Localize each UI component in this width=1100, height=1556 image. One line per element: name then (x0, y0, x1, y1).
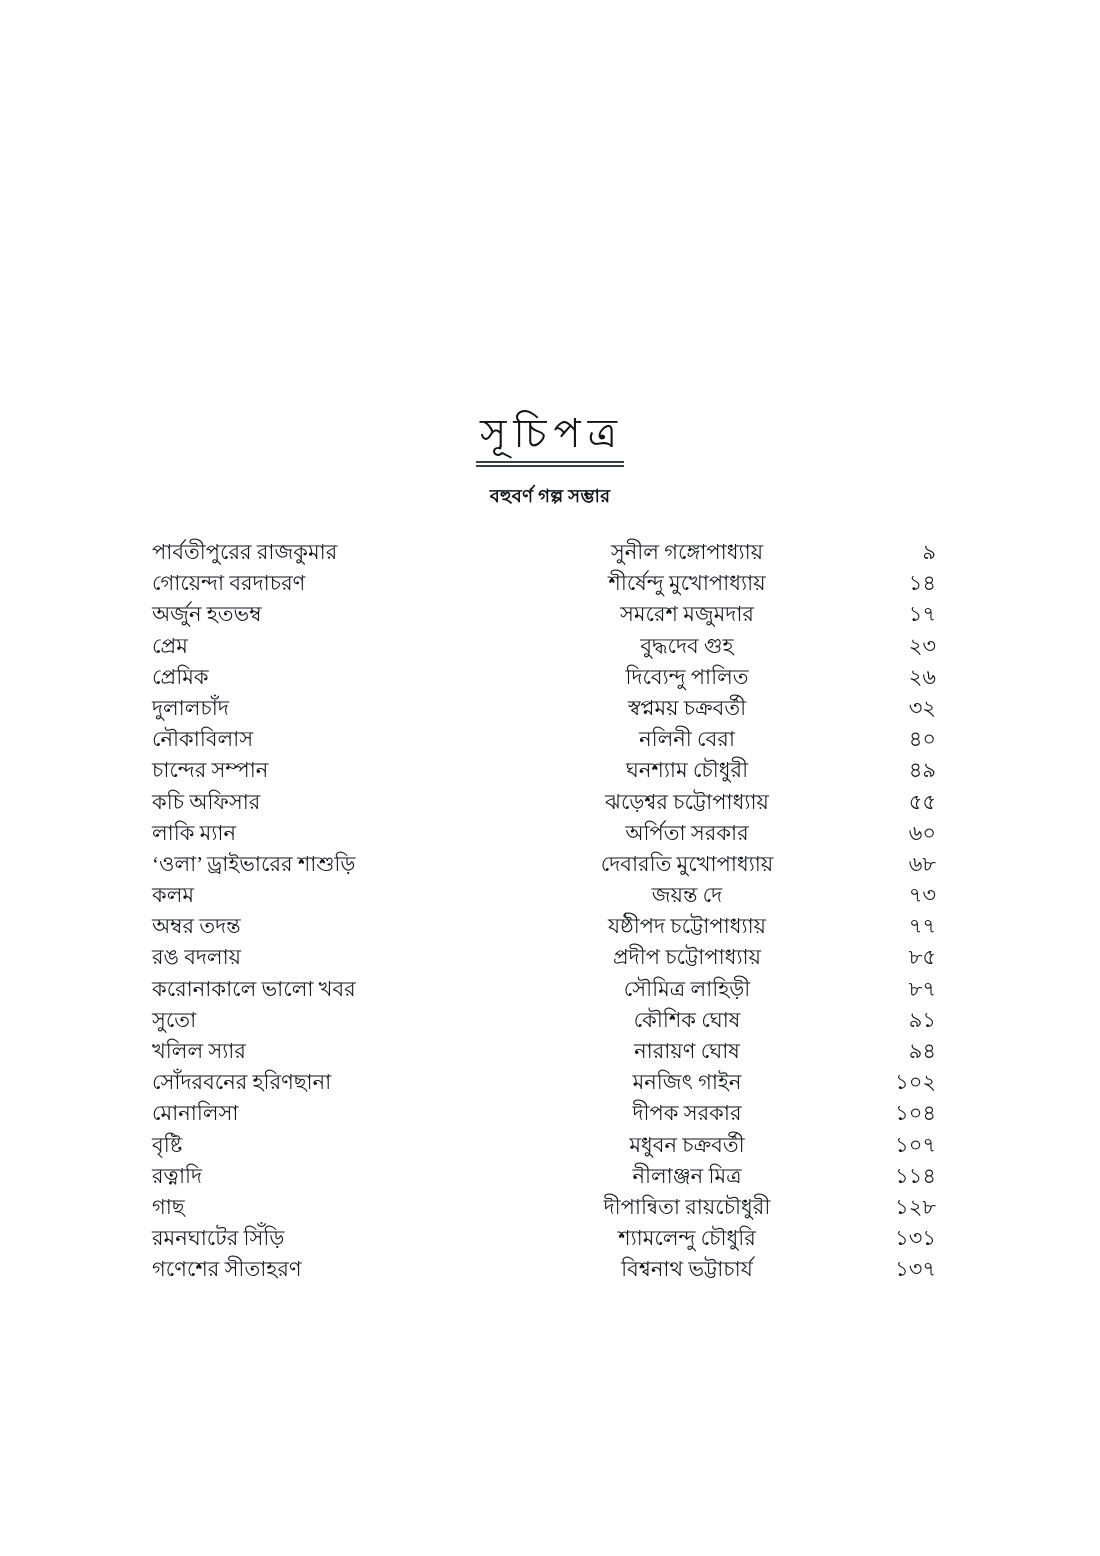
toc-entry-page-number: ৭৭ (908, 914, 936, 939)
toc-entry-page-number: ৯১ (908, 1007, 936, 1032)
toc-entry-author: নীলাঞ্জন মিত্র (632, 1163, 742, 1188)
page-subtitle: বহুবর্ণ গল্প সম্ভার (489, 486, 611, 506)
toc-row[interactable] (152, 1129, 942, 1160)
toc-entry-title: অম্বর তদন্ত (152, 914, 241, 939)
toc-row[interactable] (152, 567, 942, 598)
toc-entry-page-number: ৯ (922, 540, 936, 564)
toc-entry-author: ঝড়েশ্বর চট্টোপাধ্যায় (605, 789, 769, 814)
toc-row[interactable] (152, 1253, 942, 1284)
toc-entry-page-number: ৩২ (908, 695, 936, 720)
toc-entry-page-number: ৯৪ (908, 1039, 936, 1063)
toc-entry-page-number: ১০৭ (895, 1132, 936, 1157)
toc-row[interactable] (152, 1160, 942, 1191)
toc-entry-title: নৌকাবিলাস (152, 727, 254, 752)
toc-entry-page-number: ৭৩ (908, 883, 936, 908)
toc-entry-author: শীর্ষেন্দু মুখোপাধ্যায় (608, 571, 766, 596)
toc-entry-page-number: ১৩১ (895, 1226, 936, 1251)
toc-entry-page-number: ১০৪ (895, 1101, 936, 1126)
toc-entry-title: সুতো (152, 1007, 197, 1032)
toc-row[interactable] (152, 817, 942, 848)
toc-entry-title: বৃষ্টি (152, 1132, 183, 1157)
toc-entry-author: নলিনী বেরা (639, 727, 735, 752)
toc-row[interactable] (152, 910, 942, 941)
toc-entry-page-number: ২৩ (908, 633, 936, 658)
toc-entry-page-number: ৪৯ (908, 758, 936, 783)
toc-entry-author: ঘনশ্যাম চৌধুরী (625, 758, 749, 783)
toc-entry-title: পার্বতীপুরের রাজকুমার (152, 540, 338, 564)
toc-entry-title: সোঁদরবনের হরিণছানা (152, 1070, 332, 1095)
toc-row[interactable] (152, 786, 942, 817)
toc-entry-title: রত্নাদি (152, 1163, 203, 1188)
toc-row[interactable] (152, 692, 942, 723)
toc-entry-title: গাছ (152, 1194, 185, 1219)
toc-entry-title: কলম (152, 883, 195, 908)
table-of-contents (152, 536, 942, 1285)
toc-entry-title: রঙ বদলায় (152, 945, 242, 970)
toc-entry-author: যষ্ঠীপদ চট্টোপাধ্যায় (607, 914, 767, 939)
toc-row[interactable] (152, 754, 942, 785)
toc-entry-author: মধুবন চক্রবর্তী (629, 1132, 745, 1157)
toc-row[interactable] (152, 879, 942, 910)
toc-entry-title: গণেশের সীতাহরণ (152, 1257, 302, 1282)
toc-entry-author: দেবারতি মুখোপাধ্যায় (600, 851, 774, 876)
toc-entry-author: বিশ্বনাথ ভট্টাচার্য (621, 1257, 753, 1282)
toc-entry-title: লাকি ম্যান (152, 820, 237, 845)
toc-row[interactable] (152, 598, 942, 629)
toc-entry-author: প্রদীপ চট্টোপাধ্যায় (613, 945, 761, 970)
toc-entry-title: মোনালিসা (152, 1101, 239, 1126)
toc-entry-page-number: ১৪ (908, 571, 936, 596)
toc-entry-author: জয়ন্ত দে (651, 883, 723, 908)
toc-row[interactable] (152, 1035, 942, 1066)
toc-entry-page-number: ২৬ (908, 664, 936, 689)
toc-row[interactable] (152, 723, 942, 754)
toc-row[interactable] (152, 536, 942, 567)
toc-entry-author: অর্পিতা সরকার (625, 820, 749, 845)
toc-entry-author: শ্যামলেন্দু চৌধুরি (618, 1226, 756, 1251)
toc-entry-page-number: ১৭ (908, 602, 936, 627)
toc-entry-author: সমরেশ মজুমদার (620, 602, 754, 627)
toc-entry-title: কচি অফিসার (152, 789, 261, 814)
toc-entry-title: করোনাকালে ভালো খবর (152, 976, 356, 1001)
toc-entry-title: রমনঘাটের সিঁড়ি (152, 1226, 285, 1251)
toc-entry-author: নারায়ণ ঘোষ (634, 1039, 740, 1063)
toc-entry-page-number: ৮৭ (908, 976, 936, 1001)
toc-entry-title: প্রেম (152, 633, 188, 658)
toc-entry-page-number: ১৩৭ (895, 1257, 936, 1282)
toc-row[interactable] (152, 941, 942, 972)
toc-entry-author: দীপক সরকার (632, 1101, 742, 1126)
toc-entry-page-number: ৫৫ (908, 789, 936, 814)
toc-entry-page-number: ৮৫ (908, 945, 936, 970)
toc-row[interactable] (152, 1066, 942, 1097)
toc-row[interactable] (152, 1004, 942, 1035)
toc-entry-page-number: ৬০ (908, 820, 936, 845)
toc-entry-author: সৌমিত্র লাহিড়ী (623, 976, 751, 1001)
heading-block (0, 386, 1100, 490)
toc-entry-author: কৌশিক ঘোষ (633, 1007, 741, 1032)
page-title: সূচিপত্র (476, 413, 624, 463)
toc-entry-page-number: ১২৮ (895, 1194, 936, 1219)
toc-entry-page-number: ১০২ (895, 1070, 936, 1095)
toc-row[interactable] (152, 1097, 942, 1128)
toc-entry-title: ‘ওলা’ ড্রাইভারের শাশুড়ি (152, 851, 356, 876)
toc-row[interactable] (152, 630, 942, 661)
toc-entry-title: দুলালচাঁদ (152, 695, 229, 720)
toc-row[interactable] (152, 1222, 942, 1253)
toc-entry-title: চান্দের সম্পান (152, 758, 269, 783)
toc-entry-title: অর্জুন হতভম্ব (152, 602, 262, 627)
toc-entry-author: সুনীল গঙ্গোপাধ্যায় (610, 540, 764, 564)
toc-entry-author: স্বপ্নময় চক্রবর্তী (627, 695, 747, 720)
toc-row[interactable] (152, 661, 942, 692)
toc-entry-page-number: ৪০ (908, 727, 936, 752)
toc-row[interactable] (152, 1191, 942, 1222)
toc-entry-page-number: ৬৮ (908, 851, 936, 876)
toc-entry-author: মনজিৎ গাইন (632, 1070, 742, 1095)
toc-entry-author: দীপান্বিতা রায়চৌধুরী (603, 1194, 771, 1219)
toc-entry-page-number: ১১৪ (895, 1163, 936, 1188)
toc-row[interactable] (152, 848, 942, 879)
toc-entry-author: দিব্যেন্দু পালিত (625, 664, 749, 689)
toc-entry-title: প্রেমিক (152, 664, 209, 689)
toc-row[interactable] (152, 973, 942, 1004)
toc-entry-title: গোয়েন্দা বরদাচরণ (152, 571, 306, 596)
toc-entry-author: বুদ্ধদেব গুহ (640, 633, 734, 658)
toc-entry-title: খলিল স্যার (152, 1039, 246, 1063)
